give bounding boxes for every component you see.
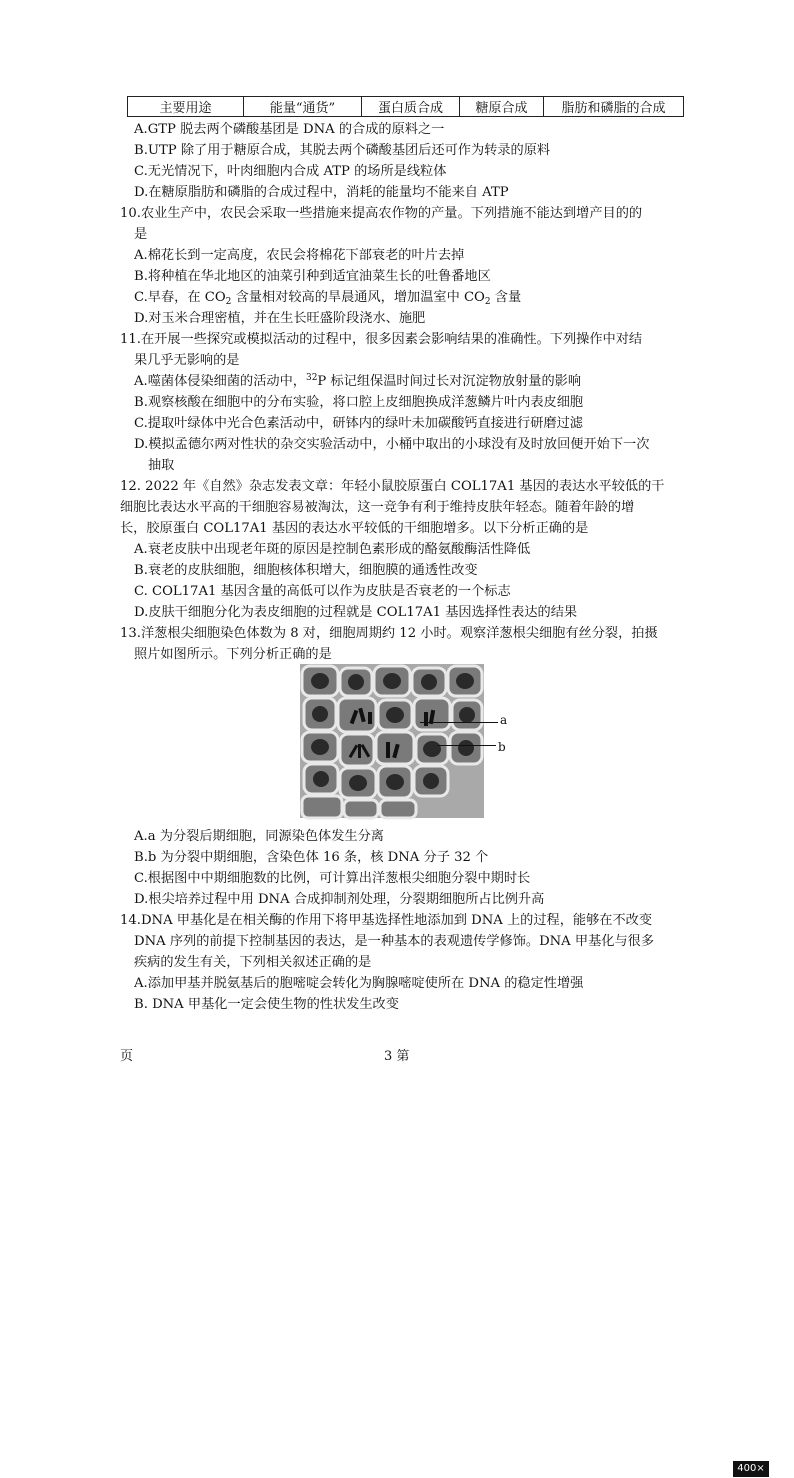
q9-option-d: D.在糖原脂肪和磷脂的合成过程中，消耗的能量均不能来自 ATP [134,185,509,200]
cell-image-icon [300,664,484,818]
q12-stem-cont-2: 长，胶原蛋白 COL17A1 基因的表达水平较低的干细胞增多。以下分析正确的是 [120,521,589,536]
q10-option-a: A.棉花长到一定高度，农民会将棉花下部衰老的叶片去掉 [134,248,465,263]
label-b: b [498,740,506,754]
q12-option-b: B.衰老的皮肤细胞，细胞核体积增大，细胞膜的通透性改变 [134,563,478,578]
footer-left: 页 [120,1049,134,1064]
q13-option-b: B.b 为分裂中期细胞，含染色体 16 条，核 DNA 分子 32 个 [134,850,489,865]
subscript: 2 [484,297,491,307]
q11-stem: 11.在开展一些探究或模拟活动的过程中，很多因素会影响结果的准确性。下列操作中对结 [120,332,643,347]
q13-option-c: C.根据图中中期细胞数的比例，可计算出洋葱根尖细胞分裂中期时长 [134,871,531,886]
q12-option-c: C. COL17A1 基因含量的高低可以作为皮肤是否衰老的一个标志 [134,584,511,599]
q10-option-c [134,287,521,310]
q10-stem-cont: 是 [134,227,148,242]
q13-option-a: A.a 为分裂后期细胞，同源染色体发生分离 [134,829,384,844]
pointer-line-b [438,745,496,746]
q12-option-a: A.衰老皮肤中出现老年斑的原因是控制色素形成的酪氨酸酶活性降低 [134,542,531,557]
q10-option-d: D.对玉米合理密植，并在生长旺盛阶段浇水、施肥 [134,311,426,326]
q14-stem-cont-2: 疾病的发生有关，下列相关叙述正确的是 [134,955,372,970]
table-row [128,97,684,117]
pointer-line-a [420,722,498,723]
q10-option-c-mid: 含量相对较高的旱晨通风，增加温室中 CO [231,290,485,305]
q10-option-c-pre: C.早春，在 CO [134,290,226,305]
label-a: a [500,713,508,727]
q12-stem-cont: 细胞比表达水平高的干细胞容易被淘汰，这一竞争有利于维持皮肤年轻态。随着年龄的增 [120,500,635,515]
q10-stem: 10.农业生产中，农民会采取一些措施来提高农作物的产量。下列措施不能达到增产目的的 [120,206,643,221]
q11-option-d: D.模拟孟德尔两对性状的杂交实验活动中，小桶中取出的小球没有及时放回便开始下一次 [134,437,650,452]
q13-stem-cont: 照片如图所示。下列分析正确的是 [134,647,332,662]
q11-option-b: B.观察核酸在细胞中的分布实验，将口腔上皮细胞换成洋葱鳞片叶内表皮细胞 [134,395,584,410]
table-cell: 糖原合成 [460,97,544,117]
q12-stem: 12. 2022 年《自然》杂志发表文章：年轻小鼠胶原蛋白 COL17A1 基因的表达水平较低的干 [120,479,665,494]
magnification-label: 400× [732,1460,770,1478]
table-cell: 主要用途 [128,97,244,117]
q13-option-d: D.根尖培养过程中用 DNA 合成抑制剂处理，分裂期细胞所占比例升高 [134,892,545,907]
subscript: 2 [225,297,232,307]
table-cell: 能量“通货” [244,97,362,117]
q13-stem: 13.洋葱根尖细胞染色体数为 8 对，细胞周期约 12 小时。观察洋葱根尖细胞有丝分裂，拍摄 [120,626,658,641]
q10-option-c-post: 含量 [490,290,522,305]
q12-option-d: D.皮肤干细胞分化为表皮细胞的过程就是 COL17A1 基因选择性表达的结果 [134,605,578,620]
q11-option-a-pre: A.噬菌体侵染细菌的活动中， [134,374,306,389]
q11-option-d-cont: 抽取 [148,458,175,473]
q10-option-b: B.将种植在华北地区的油菜引种到适宜油菜生长的吐鲁番地区 [134,269,491,284]
q11-stem-cont: 果几乎无影响的是 [134,353,240,368]
q14-option-a: A.添加甲基并脱氨基后的胞嘧啶会转化为胸腺嘧啶使所在 DNA 的稳定性增强 [134,976,584,991]
q9-option-a: A.GTP 脱去两个磷酸基团是 DNA 的合成的原料之一 [134,122,445,137]
q11-option-a-post: P 标记组保温时间过长对沉淀物放射量的影响 [317,374,582,389]
superscript: 32 [305,373,318,383]
page-number: 3 第 [384,1049,410,1064]
q9-option-c: C.无光情况下，叶肉细胞内合成 ATP 的场所是线粒体 [134,164,447,179]
table-cell: 脂肪和磷脂的合成 [544,97,684,117]
table-cell: 蛋白质合成 [362,97,460,117]
energy-usage-table [127,96,684,117]
q11-option-c: C.提取叶绿体中光合色素活动中，研钵内的绿叶未加碳酸钙直接进行研磨过滤 [134,416,583,431]
q14-stem: 14.DNA 甲基化是在相关酶的作用下将甲基选择性地添加到 DNA 上的过程，能够在不改变 [120,913,653,928]
q11-option-a [134,371,581,394]
q14-stem-cont: DNA 序列的前提下控制基因的表达，是一种基本的表观遗传学修饰。DNA 甲基化与很多 [134,934,655,949]
q14-option-b: B. DNA 甲基化一定会使生物的性状发生改变 [134,997,399,1012]
q9-option-b: B.UTP 除了用于糖原合成，其脱去两个磷酸基团后还可作为转录的原料 [134,143,551,158]
